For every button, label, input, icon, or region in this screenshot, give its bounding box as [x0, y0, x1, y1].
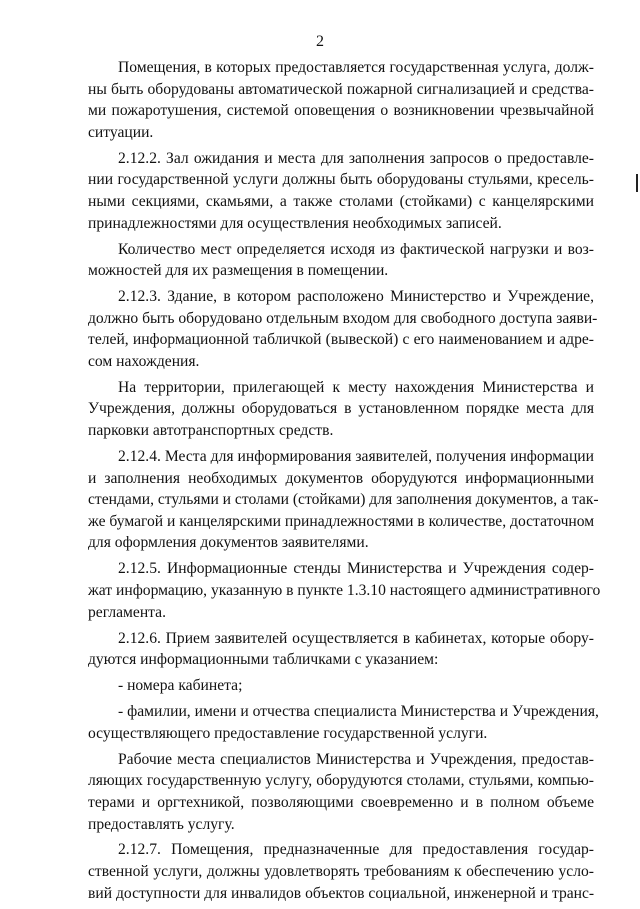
text-line: Учреждения, должны оборудоваться в установленном порядке места для [88, 400, 594, 418]
text-line: - номера кабинета; [118, 677, 243, 695]
text-line: ми пожаротушения, системой оповещения о возникновении чрезвычайной [88, 102, 594, 120]
text-line: ситуации. [88, 123, 154, 141]
text-line: осуществляющего предоставление государственной услуги. [88, 724, 488, 742]
text-line: принадлежностями для осуществления необходимых записей. [88, 214, 502, 232]
paragraph-12 [88, 839, 594, 904]
text-line: жат информацию, указанную в пункте 1.3.10 настоящего административного [88, 582, 601, 599]
text-line: ными секциями, скамьями, а также столами (стойками) с канцелярскими [88, 192, 594, 210]
text-line: должно быть оборудовано отдельным входом для свободного доступа заяви- [88, 309, 598, 327]
paragraph-4 [88, 286, 598, 372]
paragraph-1 [88, 57, 594, 143]
text-line: 2.12.3. Здание, в котором расположено Министерство и Учреждение, [118, 288, 594, 306]
text-line: терами и оргтехникой, позволяющими своевременно и в полном объеме [88, 793, 594, 811]
paragraph-5 [88, 377, 594, 442]
paragraph-8 [88, 628, 594, 671]
paragraph-6 [88, 446, 599, 554]
paragraph-9 [88, 675, 594, 697]
text-line: - фамилии, имени и отчества специалиста Министерства и Учреждения, [118, 703, 599, 721]
text-line: нии государственной услуги должны быть оборудованы стульями, кресель- [88, 171, 594, 189]
text-line: стендами, стульями и столами (стойками) для заполнения документов, а так- [88, 491, 599, 509]
paragraph-11 [88, 749, 594, 835]
text-line: Рабочие места специалистов Министерства и Учреждения, предостав- [118, 750, 594, 768]
page-number: 2 [316, 33, 324, 50]
text-line: 2.12.4. Места для информирования заявителей, получения информации [118, 448, 594, 466]
text-line: Помещения, в которых предоставляется государственная услуга, долж- [118, 59, 594, 76]
text-line: же бумагой и канцелярскими принадлежностями в количестве, достаточном [88, 512, 595, 530]
text-line: Количество мест определяется исходя из фактической нагрузки и воз- [118, 240, 594, 258]
margin-mark [636, 174, 638, 192]
text-line: для оформления документов заявителями. [88, 534, 369, 552]
text-line: сом нахождения. [88, 352, 200, 370]
text-line: 2.12.6. Прием заявителей осуществляется в кабинетах, которые обору- [118, 629, 594, 647]
text-line: 2.12.7. Помещения, предназначенные для предоставления государ- [118, 841, 594, 859]
text-line: 2.12.5. Информационные стенды Министерства и Учреждения содер- [118, 560, 594, 578]
text-line: вий доступности для инвалидов объектов социальной, инженерной и транс- [88, 884, 595, 902]
paragraph-3 [88, 239, 594, 282]
text-line: ляющих государственную услугу, оборудуются столами, стульями, компью- [88, 772, 594, 790]
paragraph-10 [88, 701, 599, 744]
text-line: 2.12.2. Зал ожидания и места для заполнения запросов о предоставле- [118, 149, 594, 167]
text-line: предоставлять услугу. [88, 815, 235, 833]
paragraph-7 [88, 558, 601, 623]
text-line: На территории, прилегающей к месту нахождения Министерства и [118, 378, 594, 396]
text-line: дуются информационными табличками с указанием: [88, 651, 439, 669]
text-line: можностей для их размещения в помещении. [88, 262, 389, 280]
text-line: парковки автотранспортных средств. [88, 422, 334, 440]
text-line: и заполнения необходимых документов оборудуются информационными [88, 469, 594, 487]
text-line: телей, информационной табличкой (вывеской) с его наименованием и адре- [88, 331, 594, 349]
text-line: ны быть оборудованы автоматической пожарной сигнализацией и средства- [88, 80, 594, 98]
paragraph-2 [88, 148, 594, 234]
document-body [88, 57, 601, 909]
text-line: регламента. [88, 603, 166, 621]
text-line: ственной услуги, должны удовлетворять требованиям к обеспечению усло- [88, 863, 594, 881]
